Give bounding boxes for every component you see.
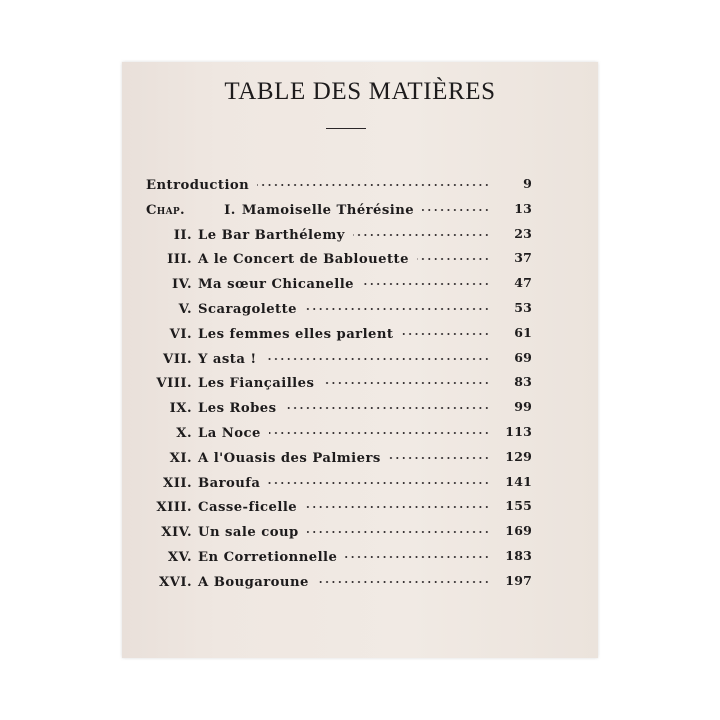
chapter-number: III.	[167, 252, 192, 268]
entry-label	[146, 525, 299, 541]
dot-leader	[362, 280, 490, 288]
chapter-number: XII.	[163, 475, 192, 491]
chapter-number: XI.	[169, 450, 192, 466]
toc-entry	[122, 449, 598, 474]
chapter-number: X.	[176, 425, 192, 441]
toc-entry	[122, 474, 598, 499]
page-number: 37	[514, 250, 532, 266]
chapter-title: Entroduction	[146, 178, 250, 193]
entry-label	[146, 277, 354, 293]
entry-label	[146, 426, 261, 442]
chapter-number: V.	[178, 301, 192, 317]
chapter-title: A le Concert de Bablouette	[198, 252, 409, 268]
chapter-number: XIII.	[156, 500, 192, 516]
title-rule	[326, 128, 366, 129]
dot-leader	[317, 578, 490, 586]
table-of-contents	[122, 176, 598, 598]
entry-label	[146, 451, 381, 467]
toc-entry	[122, 300, 598, 325]
toc-entry	[122, 250, 598, 275]
dot-leader	[389, 454, 490, 462]
chapter-title: A l'Ouasis des Palmiers	[198, 450, 381, 466]
dot-leader	[422, 206, 490, 214]
entry-label	[146, 352, 257, 368]
dot-leader	[401, 330, 490, 338]
entry-label	[146, 302, 297, 318]
toc-entry	[122, 325, 598, 350]
toc-entry	[122, 201, 598, 226]
page-title: TABLE DES MATIÈRES	[224, 78, 496, 105]
entry-label	[146, 476, 260, 492]
dot-leader	[305, 503, 490, 511]
chapter-title: Les femmes elles parlent	[198, 326, 394, 342]
chapter-number: XV.	[167, 549, 192, 565]
page-number: 9	[523, 176, 532, 191]
chapter-number: II.	[173, 227, 192, 243]
chapter-title: Les Robes	[198, 401, 277, 417]
page-number: 99	[514, 399, 532, 415]
chapter-title: Le Bar Barthélemy	[198, 227, 345, 243]
entry-label	[146, 252, 409, 268]
chapter-title: En Corretionnelle	[198, 549, 338, 565]
chapter-title: Les Fiançailles	[198, 376, 315, 392]
page-number: 23	[514, 225, 532, 241]
chapter-number: VI.	[169, 326, 192, 342]
page-number: 197	[505, 572, 532, 588]
chapter-prefix: Chap.	[146, 202, 185, 218]
dot-leader	[417, 255, 490, 263]
entry-label	[146, 575, 309, 591]
toc-entry	[122, 374, 598, 399]
toc-entry	[122, 275, 598, 300]
page-number: 169	[505, 523, 532, 539]
dot-leader	[345, 553, 490, 561]
entry-label	[146, 228, 345, 244]
chapter-title: La Noce	[198, 425, 261, 441]
page-number: 13	[514, 200, 532, 216]
chapter-title: Ma sœur Chicanelle	[198, 277, 354, 293]
page-number: 113	[505, 423, 532, 439]
entry-label	[146, 178, 249, 194]
chapter-title: Mamoiselle Thérésine	[241, 202, 415, 218]
chapter-title: Baroufa	[198, 475, 261, 491]
page-number: 83	[514, 374, 532, 390]
dot-leader	[305, 305, 490, 313]
book-page	[122, 62, 598, 658]
chapter-number: I.	[224, 202, 236, 218]
toc-entry	[122, 523, 598, 548]
entry-label	[146, 203, 414, 219]
toc-entry	[122, 498, 598, 523]
dot-leader	[285, 404, 490, 412]
chapter-number: VII.	[163, 351, 192, 367]
toc-entry	[122, 424, 598, 449]
page-number: 61	[514, 324, 532, 340]
chapter-title: Y asta !	[198, 351, 257, 367]
chapter-title: Casse-ficelle	[198, 500, 298, 516]
dot-leader	[257, 181, 490, 189]
page-number: 53	[514, 299, 532, 315]
chapter-number: VIII.	[156, 376, 192, 392]
chapter-number: XVI.	[158, 574, 192, 590]
chapter-title: A Bougaroune	[198, 574, 309, 590]
entry-label	[146, 500, 297, 516]
chapter-number: XIV.	[161, 525, 192, 541]
page-number: 47	[514, 275, 532, 291]
toc-entry	[122, 548, 598, 573]
page-number: 141	[505, 473, 532, 489]
dot-leader	[268, 479, 490, 487]
page-number: 129	[505, 448, 532, 464]
chapter-title: Un sale coup	[198, 525, 299, 541]
dot-leader	[307, 528, 490, 536]
toc-entry	[122, 399, 598, 424]
entry-label	[146, 401, 277, 417]
chapter-number: IX.	[169, 401, 192, 417]
page-number: 69	[514, 349, 532, 365]
entry-label	[146, 327, 393, 343]
dot-leader	[322, 379, 490, 387]
chapter-number: IV.	[171, 277, 192, 293]
page-number: 155	[505, 498, 532, 514]
toc-entry	[122, 573, 598, 598]
page-number: 183	[505, 547, 532, 563]
dot-leader	[353, 231, 490, 239]
entry-label	[146, 550, 337, 566]
dot-leader	[269, 429, 490, 437]
toc-entry	[122, 350, 598, 375]
toc-entry	[122, 226, 598, 251]
entry-label	[146, 376, 314, 392]
toc-entry	[122, 176, 598, 201]
chapter-title: Scaragolette	[198, 301, 297, 317]
dot-leader	[265, 355, 490, 363]
